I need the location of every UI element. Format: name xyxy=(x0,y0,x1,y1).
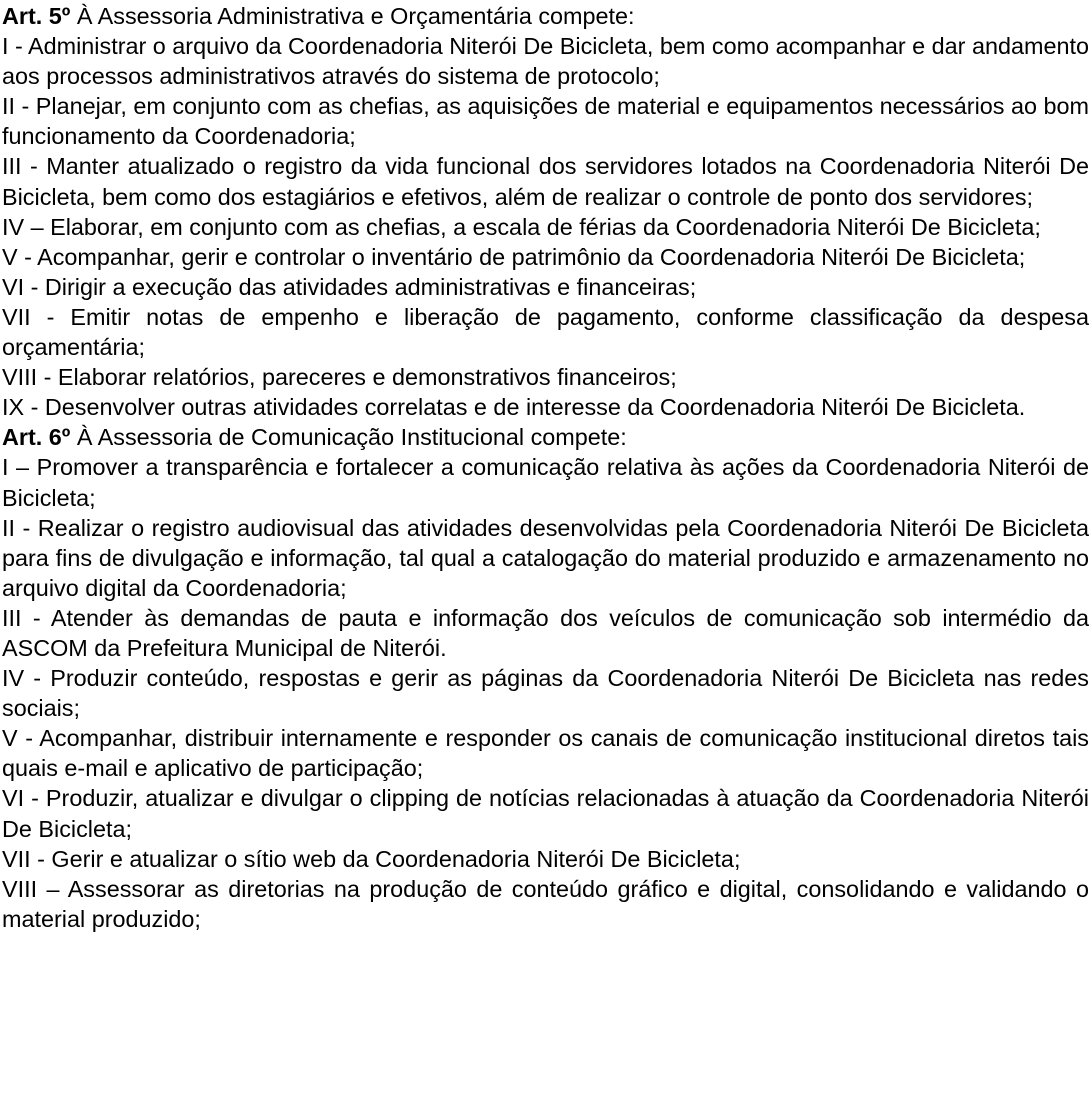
article-heading-text: À Assessoria Administrativa e Orçamentária compete: xyxy=(70,3,635,29)
article-item: III - Atender às demandas de pauta e informação dos veículos de comunicação sob intermédio da ASCOM da Prefeitura Municipal de Niterói. xyxy=(2,604,1089,661)
article-item: IV - Produzir conteúdo, respostas e gerir as páginas da Coordenadoria Niterói De Bicicleta nas redes sociais; xyxy=(2,665,1089,722)
article-item: V - Acompanhar, distribuir internamente e responder os canais de comunicação institucional diretos tais quais e-mail e aplicativo de participação; xyxy=(2,725,1089,782)
article-item: V - Acompanhar, gerir e controlar o inventário de patrimônio da Coordenadoria Niterói De Bicicleta; xyxy=(2,243,1026,270)
article-heading xyxy=(2,422,1089,452)
article-item: IV – Elaborar, em conjunto com as chefias, a escala de férias da Coordenadoria Niterói De Bicicleta; xyxy=(2,213,1041,240)
article-item: I – Promover a transparência e fortalecer a comunicação relativa às ações da Coordenadoria Niterói de Bicicleta; xyxy=(2,454,1089,511)
article-label: Art. 6º xyxy=(2,424,71,451)
article-item: I - Administrar o arquivo da Coordenadoria Niterói De Bicicleta, bem como acompanhar e dar andamento aos processos administrativos através do sistema de protocolo; xyxy=(2,33,1089,90)
article-item: VII - Emitir notas de empenho e liberação de pagamento, conforme classificação da despesa orçamentária; xyxy=(2,303,1089,361)
article-item: III - Manter atualizado o registro da vida funcional dos servidores lotados na Coordenadoria Niterói De Bicicleta, bem como dos estagiários e efetivos, além de realizar o controle de ponto dos servidores; xyxy=(2,153,1089,210)
article-heading-text: À Assessoria de Comunicação Institucional compete: xyxy=(70,424,627,451)
article-item: VIII - Elaborar relatórios, pareceres e demonstrativos financeiros; xyxy=(2,364,677,391)
article-5 xyxy=(2,1,1089,422)
article-item: VIII – Assessorar as diretorias na produção de conteúdo gráfico e digital, consolidando e validando o material produzido; xyxy=(2,875,1089,932)
article-item: VI - Dirigir a execução das atividades administrativas e financeiras; xyxy=(2,273,697,300)
article-item: VII - Gerir e atualizar o sítio web da Coordenadoria Niterói De Bicicleta; xyxy=(2,845,741,872)
article-item: IX - Desenvolver outras atividades correlatas e de interesse da Coordenadoria Niterói De Bicicleta. xyxy=(2,394,1026,421)
article-item: II - Realizar o registro audiovisual das atividades desenvolvidas pela Coordenadoria Niterói De Bicicleta para fins de divulgação e informação, tal qual a catalogação do material produzido e armazenamento no arquivo digital da Coordenadoria; xyxy=(2,514,1089,601)
article-item: VI - Produzir, atualizar e divulgar o clipping de notícias relacionadas à atuação da Coordenadoria Niterói De Bicicleta; xyxy=(2,785,1089,842)
article-label: Art. 5º xyxy=(2,3,71,29)
article-6 xyxy=(2,422,1089,934)
article-item: II - Planejar, em conjunto com as chefias, as aquisições de material e equipamentos necessários ao bom funcionamento da Coordenadoria; xyxy=(2,93,1089,150)
article-heading xyxy=(2,1,1089,31)
